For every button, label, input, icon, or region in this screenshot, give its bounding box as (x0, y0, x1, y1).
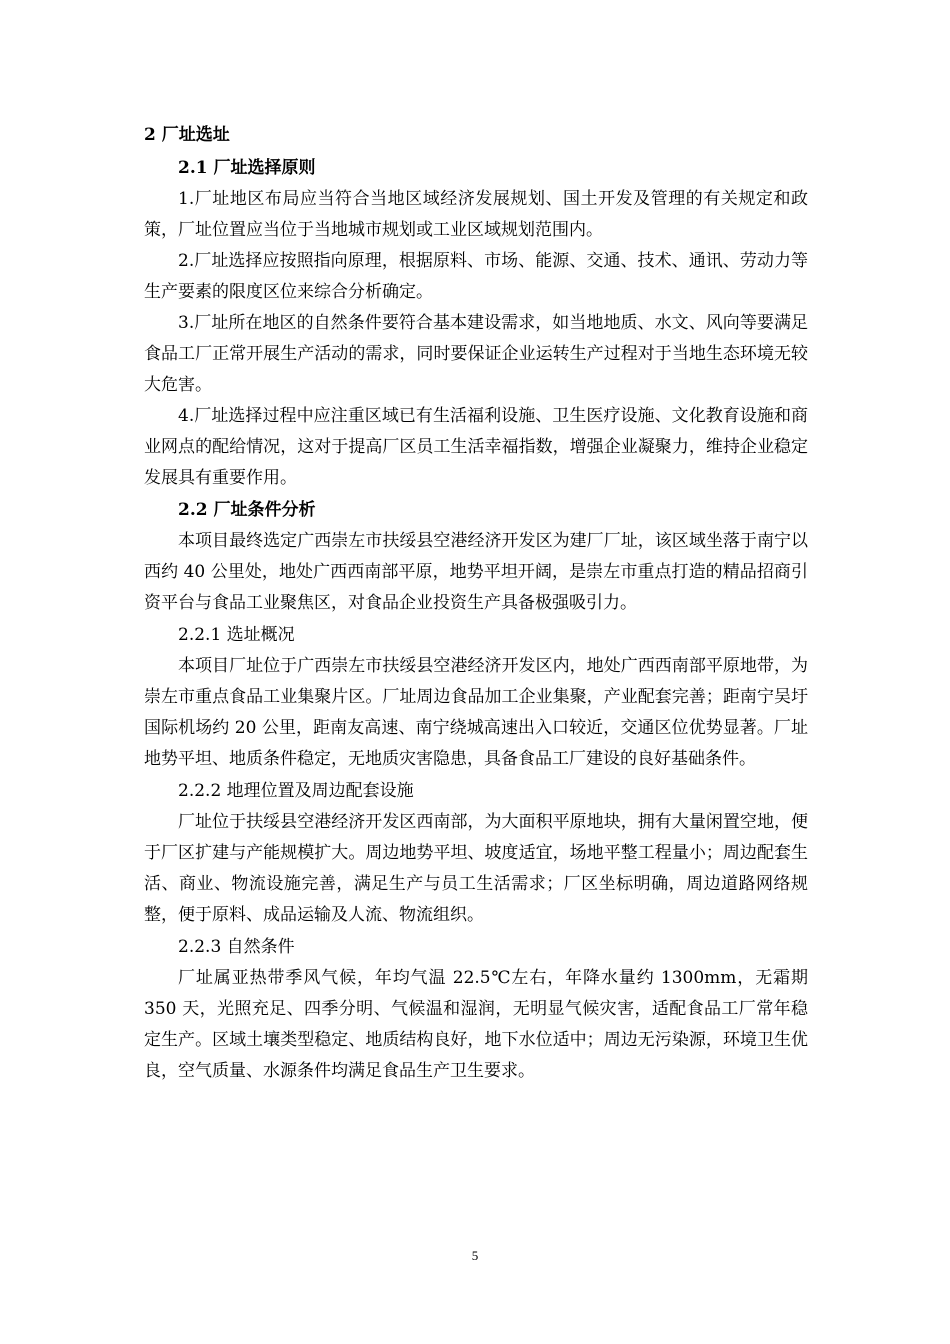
subsection-title-2-2: 2.2 厂址条件分析 (178, 500, 316, 520)
section-title: 2 厂址选址 (144, 125, 230, 145)
document-body (144, 118, 808, 1087)
principle-paragraph-2: 2.厂址选择应按照指向原理，根据原料、市场、能源、交通、技术、通讯、劳动力等生产要素的限度区位来综合分析确定。 (144, 251, 808, 302)
principle-paragraph-3: 3.厂址所在地区的自然条件要符合基本建设需求，如当地地质、水文、风向等要满足食品工厂正常开展生产活动的需求，同时要保证企业运转生产过程对于当地生态环境无较大危害。 (144, 313, 808, 395)
subsubsection-title-2-2-1: 2.2.1 选址概况 (178, 625, 295, 645)
conditions-intro-paragraph: 本项目最终选定广西崇左市扶绥县空港经济开发区为建厂厂址，该区域坐落于南宁以西约 40 公里处，地处广西西南部平原，地势平坦开阔，是崇左市重点打造的精品招商引资平台与食品工业聚焦区，对食品企业投资生产具备极强吸引力。 (144, 531, 808, 613)
natural-conditions-paragraph: 厂址属亚热带季风气候，年均气温 22.5℃左右，年降水量约 1300mm，无霜期 350 天，光照充足、四季分明、气候温和湿润，无明显气候灾害，适配食品工厂常年稳定生产。区域土壤类型稳定、地质结构良好，地下水位适中；周边无污染源，环境卫生优良，空气质量、水源条件均满足食品生产卫生要求。 (144, 968, 808, 1081)
page-number: 5 (471, 1248, 479, 1263)
location-facilities-paragraph: 厂址位于扶绥县空港经济开发区西南部，为大面积平原地块，拥有大量闲置空地，便于厂区扩建与产能规模扩大。周边地势平坦、坡度适宜，场地平整工程量小；周边配套生活、商业、物流设施完善，满足生产与员工生活需求；厂区坐标明确，周边道路网络规整，便于原料、成品运输及人流、物流组织。 (144, 812, 808, 925)
principle-paragraph-1: 1.厂址地区布局应当符合当地区域经济发展规划、国土开发及管理的有关规定和政策，厂址位置应当位于当地城市规划或工业区域规划范围内。 (144, 189, 808, 240)
subsubsection-title-2-2-2: 2.2.2 地理位置及周边配套设施 (178, 781, 414, 801)
subsubsection-title-2-2-3: 2.2.3 自然条件 (178, 937, 295, 957)
site-overview-paragraph: 本项目厂址位于广西崇左市扶绥县空港经济开发区内，地处广西西南部平原地带，为崇左市重点食品工业集聚片区。厂址周边食品加工企业集聚，产业配套完善；距南宁吴圩国际机场约 20 公里，距南友高速、南宁绕城高速出入口较近，交通区位优势显著。厂址地势平坦、地质条件稳定，无地质灾害隐患，具备食品工厂建设的良好基础条件。 (144, 656, 808, 769)
subsection-title-2-1: 2.1 厂址选择原则 (178, 158, 316, 178)
principle-paragraph-4: 4.厂址选择过程中应注重区域已有生活福利设施、卫生医疗设施、文化教育设施和商业网点的配给情况，这对于提高厂区员工生活幸福指数，增强企业凝聚力，维持企业稳定发展具有重要作用。 (144, 406, 808, 488)
